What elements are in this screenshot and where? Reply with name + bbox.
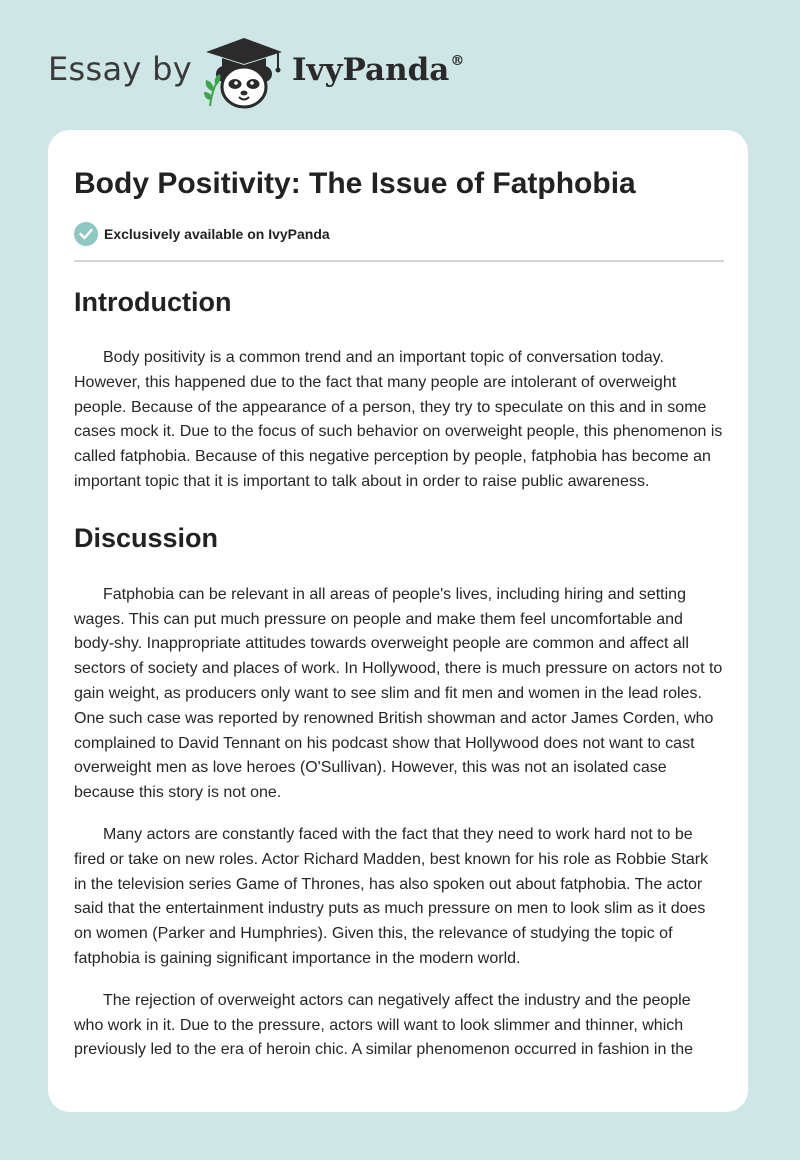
exclusive-badge <box>74 222 330 246</box>
check-circle-icon <box>74 222 98 246</box>
exclusive-label: Exclusively available on IvyPanda <box>104 226 330 242</box>
essay-body <box>74 280 724 1063</box>
brand-name[interactable] <box>292 52 464 88</box>
essay-by-label: Essay by <box>48 50 192 88</box>
paragraph: Many actors are constantly faced with the fact that they need to work hard not to be fired or take on new roles. Actor Richard Madden, best known for his role as Robbie Stark in the television series Game of Thrones, has also spoken out about fatphobia. The actor said that the entertainment industry puts as much pressure on men to look slim as it does on women (Parker and Humphries). Given this, the relevance of studying the topic of fatphobia is gaining significant importance in the modern world. <box>74 825 709 967</box>
paragraph: Body positivity is a common trend and an important topic of conversation today. However, this happened due to the fact that many people are intolerant of overweight people. Because of the appearance of a person, they try to speculate on this and in some cases mock it. Due to the focus of such behavior on overweight people, this phenomenon is called fatphobia. Because of this negative perception by people, fatphobia has become an important topic that it is important to talk about in order to raise public awareness. <box>74 349 723 490</box>
site-header <box>0 0 800 128</box>
page-title: Body Positivity: The Issue of Fatphobia <box>74 167 636 200</box>
section-heading-introduction: Introduction <box>74 287 232 317</box>
section-heading-discussion: Discussion <box>74 522 219 553</box>
brand-text: IvyPanda <box>292 52 450 88</box>
essay-card <box>48 130 748 1112</box>
panda-logo-icon[interactable] <box>198 34 288 110</box>
paragraph: Fatphobia can be relevant in all areas of people's lives, including hiring and setting wages. This can put much pressure on people and make them feel uncomfortable and body-shy. Inappropriate attitudes towards overweight people are common and affect all sectors of society and places of work. In Hollywood, there is much pressure on actors not to gain weight, as producers only want to see slim and fit men and women in the lead roles. One such case was reported by renowned British showman and actor James Corden, who complained to David Tennant on his podcast show that Hollywood does not want to cast overweight men as love heroes (O'Sullivan). However, this was not an isolated case because this story is not one. <box>74 585 723 802</box>
registered-mark: ® <box>450 52 465 69</box>
paragraph: The rejection of overweight actors can negatively affect the industry and the people who work in it. Due to the pressure, actors will want to look slimmer and thinner, which previously led to the era of heroin chic. A similar phenomenon occurred in fashion in the <box>74 991 694 1059</box>
divider <box>74 260 724 262</box>
